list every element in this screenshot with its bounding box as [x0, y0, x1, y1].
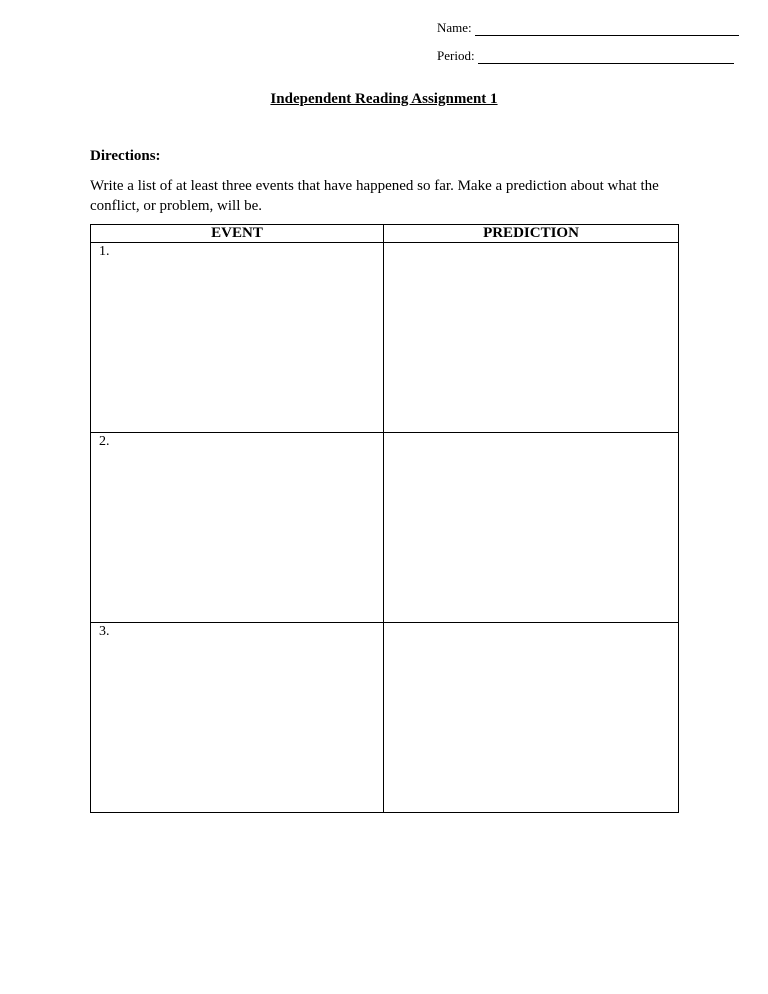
name-label: Name: [437, 20, 472, 35]
event-cell-1[interactable] [91, 243, 384, 433]
event-prediction-table [90, 224, 679, 813]
event-column-header: EVENT [91, 225, 384, 243]
directions-text: Write a list of at least three events that have happened so far. Make a prediction about what the conflict, or problem, will be. [90, 178, 659, 214]
prediction-cell-1[interactable] [384, 243, 679, 433]
table-row [91, 623, 679, 813]
prediction-cell-2[interactable] [384, 433, 679, 623]
table-row [91, 243, 679, 433]
directions-label: Directions: [90, 148, 161, 164]
table-row [91, 433, 679, 623]
event-number: 2. [99, 434, 110, 449]
period-field[interactable] [437, 48, 734, 64]
event-number: 1. [99, 244, 110, 259]
prediction-cell-3[interactable] [384, 623, 679, 813]
event-number: 3. [99, 624, 110, 639]
table-header-row [91, 225, 679, 243]
event-cell-3[interactable] [91, 623, 384, 813]
name-input-line[interactable] [475, 22, 739, 36]
name-field[interactable] [437, 20, 739, 36]
event-cell-2[interactable] [91, 433, 384, 623]
prediction-column-header: PREDICTION [384, 225, 679, 243]
period-label: Period: [437, 48, 475, 63]
period-input-line[interactable] [478, 50, 734, 64]
page-title: Independent Reading Assignment 1 [270, 91, 498, 107]
